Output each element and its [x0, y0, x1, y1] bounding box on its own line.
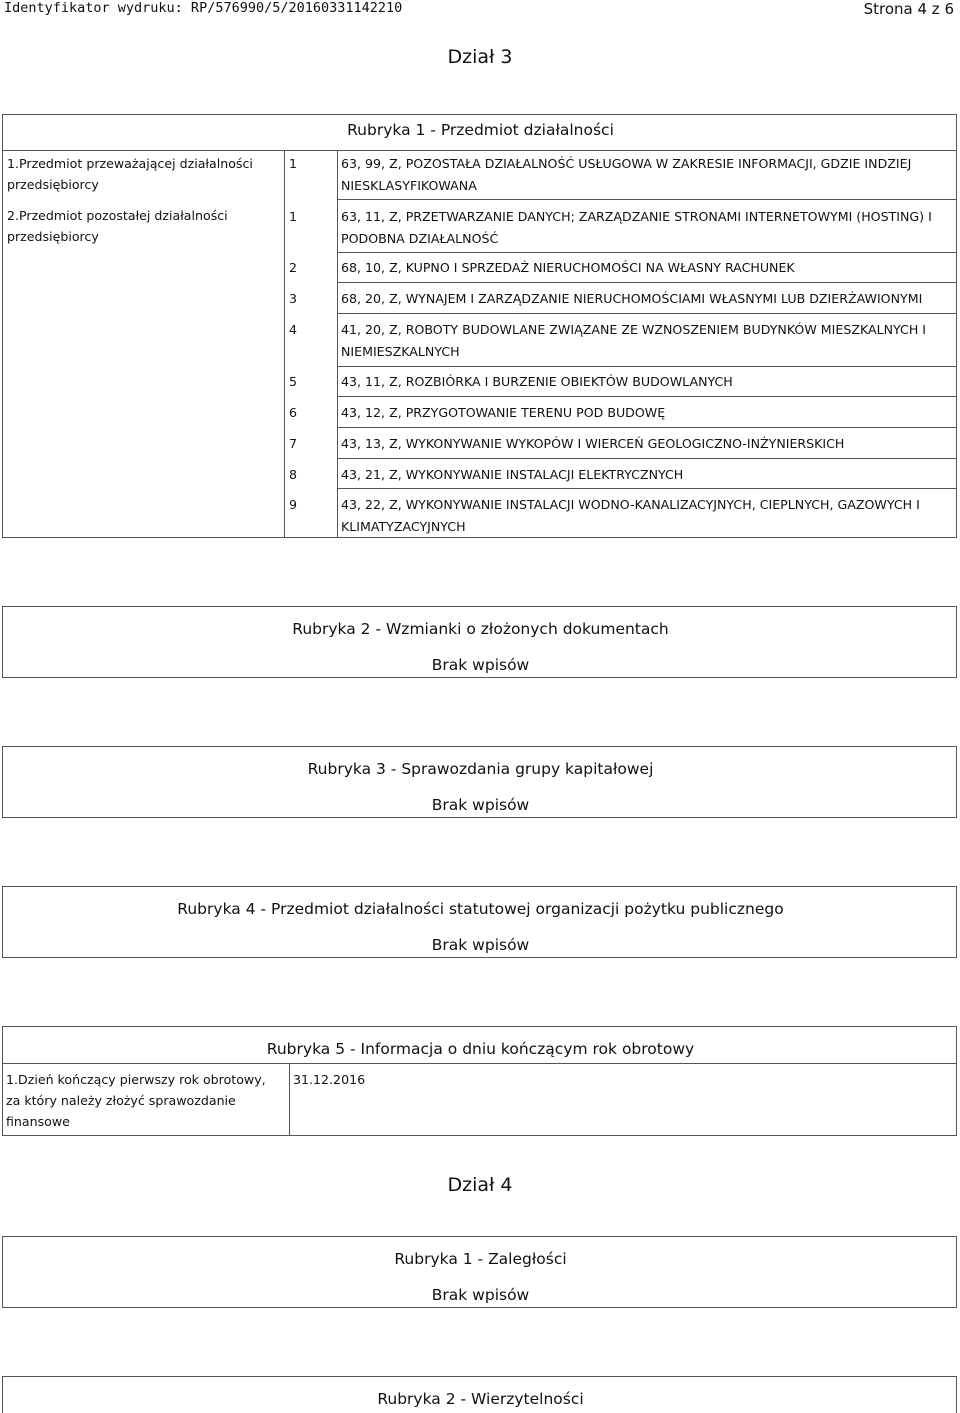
- divider: [337, 282, 956, 283]
- no-entries-text: Brak wpisów: [431, 936, 530, 954]
- other-activity-number: 7: [289, 436, 298, 451]
- divider: [337, 427, 956, 428]
- dzial-4-rubryka-2-box: [2, 1376, 957, 1413]
- main-activity-label: 1.Przedmiot przeważającej działalności przedsiębiorcy: [7, 156, 253, 192]
- section-title-dzial-4: Dział 4: [447, 1174, 513, 1196]
- fiscal-year-end-date: 31.12.2016: [293, 1072, 366, 1087]
- other-activity-number: 6: [289, 405, 298, 420]
- other-activity-number: 3: [289, 291, 298, 306]
- other-activity-text: 43, 11, Z, ROZBIÓRKA I BURZENIE OBIEKTÓW BUDOWLANYCH: [341, 374, 733, 389]
- print-identifier: Identyfikator wydruku: RP/576990/5/20160331142210: [4, 0, 403, 16]
- other-activity-text: 43, 12, Z, PRZYGOTOWANIE TERENU POD BUDOWĘ: [341, 405, 666, 420]
- no-entries-text: Brak wpisów: [431, 1286, 530, 1304]
- dzial-4-rubryka-1-box: [2, 1236, 957, 1308]
- other-activity-number: 5: [289, 374, 298, 389]
- fiscal-year-end-label: 1.Dzień kończący pierwszy rok obrotowy, za który należy złożyć sprawozdanie finansowe: [6, 1072, 266, 1129]
- other-activity-text: 68, 20, Z, WYNAJEM I ZARZĄDZANIE NIERUCHOMOŚCIAMI WŁASNYMI LUB DZIERŻAWIONYMI: [341, 291, 923, 306]
- other-activity-text: 41, 20, Z, ROBOTY BUDOWLANE ZWIĄZANE ZE WZNOSZENIEM BUDYNKÓW MIESZKALNYCH I NIEMIESZKALNYCH: [341, 322, 927, 359]
- dzial-4-rubryka-1-title: Rubryka 1 - Zaległości: [394, 1250, 567, 1268]
- other-activity-text: 43, 13, Z, WYKONYWANIE WYKOPÓW I WIERCEŃ GEOLOGICZNO-INŻYNIERSKICH: [341, 436, 845, 451]
- rubryka-5-title: Rubryka 5 - Informacja o dniu kończącym rok obrotowy: [266, 1040, 695, 1058]
- dzial-4-rubryka-2-title: Rubryka 2 - Wierzytelności: [377, 1390, 584, 1408]
- divider: [337, 150, 338, 538]
- no-entries-text: Brak wpisów: [431, 656, 530, 674]
- other-activity-text: 43, 21, Z, WYKONYWANIE INSTALACJI ELEKTRYCZNYCH: [341, 467, 684, 482]
- other-activity-number: 9: [289, 497, 298, 512]
- rubryka-5-box: [2, 1026, 957, 1136]
- other-activity-text: 68, 10, Z, KUPNO I SPRZEDAŻ NIERUCHOMOŚCI NA WŁASNY RACHUNEK: [341, 260, 795, 275]
- section-title-dzial-3: Dział 3: [447, 46, 513, 68]
- other-activity-label: 2.Przedmiot pozostałej działalności przedsiębiorcy: [7, 208, 228, 244]
- divider: [337, 252, 956, 253]
- other-activity-number: 1: [289, 209, 298, 224]
- other-activity-number: 2: [289, 260, 298, 275]
- main-activity-text: 63, 99, Z, POZOSTAŁA DZIAŁALNOŚĆ USŁUGOWA W ZAKRESIE INFORMACJI, GDZIE INDZIEJ NIESKLASYFIKOWANA: [341, 156, 912, 193]
- divider: [337, 313, 956, 314]
- no-entries-text: Brak wpisów: [431, 796, 530, 814]
- main-activity-number: 1: [289, 156, 298, 171]
- other-activity-text: 43, 22, Z, WYKONYWANIE INSTALACJI WODNO-KANALIZACYJNYCH, CIEPLNYCH, GAZOWYCH I KLIMATYZACYJNYCH: [341, 497, 920, 534]
- page-number: Strona 4 z 6: [863, 0, 954, 18]
- rubryka-3-box: [2, 746, 957, 818]
- divider: [337, 366, 956, 367]
- rubryka-4-title: Rubryka 4 - Przedmiot działalności statutowej organizacji pożytku publicznego: [177, 900, 784, 918]
- divider: [337, 199, 956, 200]
- rubryka-4-box: [2, 886, 957, 958]
- divider: [337, 458, 956, 459]
- rubryka-2-box: [2, 606, 957, 678]
- divider: [337, 396, 956, 397]
- divider: [289, 1063, 290, 1136]
- rubryka-1-box: [2, 114, 957, 538]
- other-activity-number: 8: [289, 467, 298, 482]
- divider: [3, 150, 956, 151]
- rubryka-3-title: Rubryka 3 - Sprawozdania grupy kapitałowej: [307, 760, 654, 778]
- other-activity-number: 4: [289, 322, 298, 337]
- divider: [3, 1063, 956, 1064]
- rubryka-1-title: Rubryka 1 - Przedmiot działalności: [347, 121, 614, 139]
- divider: [284, 150, 285, 538]
- divider: [337, 488, 956, 489]
- rubryka-2-title: Rubryka 2 - Wzmianki o złożonych dokumentach: [292, 620, 669, 638]
- other-activity-text: 63, 11, Z, PRZETWARZANIE DANYCH; ZARZĄDZANIE STRONAMI INTERNETOWYMI (HOSTING) I PODOBNA DZIAŁALNOŚĆ: [341, 209, 932, 246]
